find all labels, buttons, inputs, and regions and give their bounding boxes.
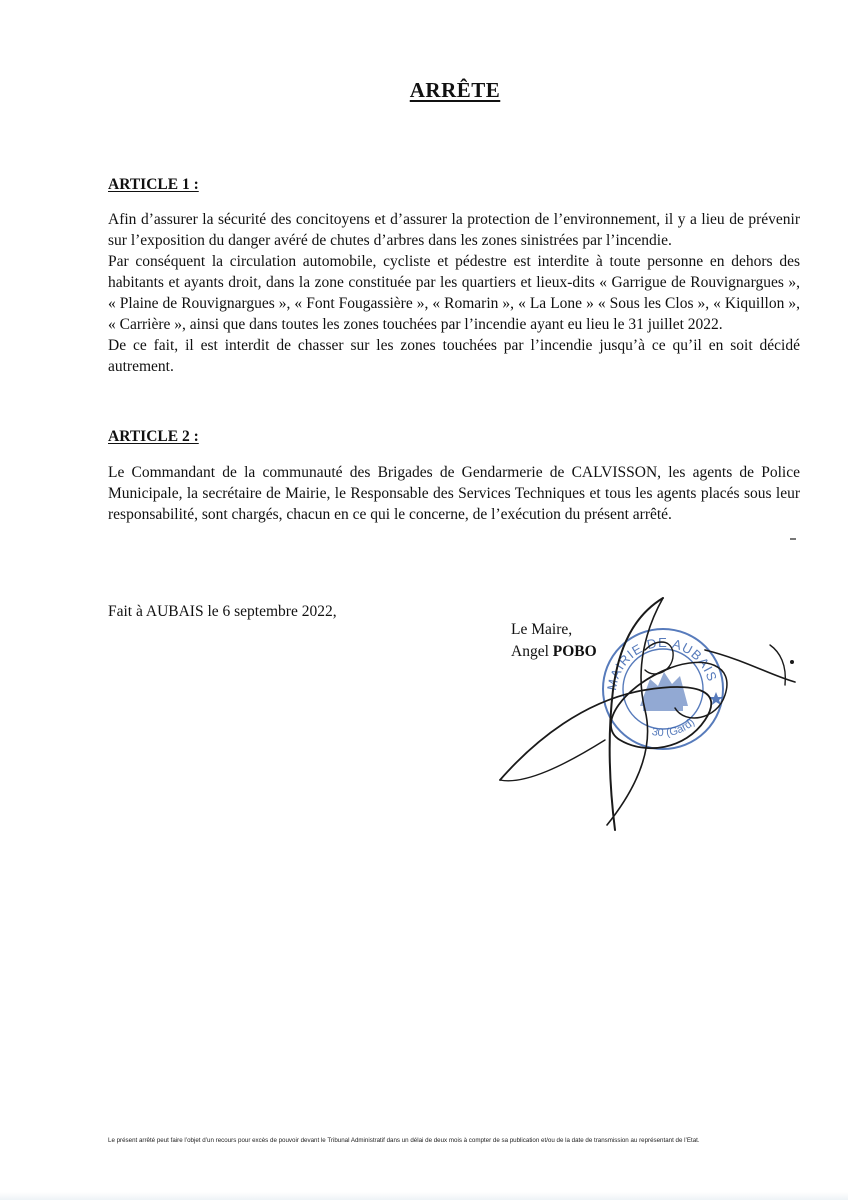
place-date: Fait à AUBAIS le 6 septembre 2022, [108,603,337,620]
article-2-heading: ARTICLE 2 : [108,428,199,445]
stray-mark [790,538,796,540]
handwritten-signature [495,590,805,840]
article-2-paragraph: Le Commandant de la communauté des Brigades de Gendarmerie de CALVISSON, les agents de Police Municipale, la secrétaire de Mairie, le Responsable des Services Techniques et tous les agents placés sous leur responsabilité, sont chargés, chacun en ce qui le concerne, de l’exécution du présent arrêté. [108,464,800,523]
legal-footer: Le présent arrêté peut faire l’objet d’un recours pour excès de pouvoir devant le Tribunal Administratif dans un délai de deux mois à compter de sa publication et/ou de la date de transmission au représentant de l’Etat. [108,1137,700,1144]
document-title: ARRÊTE [409,78,501,102]
page-edge [0,1192,848,1200]
svg-text:30 (Gard): 30 (Gard) [650,716,698,740]
svg-text:MAIRIE DE AUBAIS: MAIRIE DE AUBAIS [603,634,721,692]
article-1-paragraph: Par conséquent la circulation automobile, cycliste et pédestre est interdite à toute personne en dehors des habitants et ayants droit, dans la zone constituée par les quartiers et lieux-dits « Garrigue de Rouvignargues », « Plaine de Rouvignargues », « Font Fougassière », « Romarin », « La Lone » « Sous les Clos », « Kiquillon », « Carrière », ainsi que dans toutes les zones touchées par l’incendie ayant eu lieu le 31 juillet 2022. [108,253,800,333]
article-1-paragraph: Afin d’assurer la sécurité des concitoyens et d’assurer la protection de l’environnement, il y a lieu de prévenir sur l’exposition du danger avéré de chutes d’arbres dans les zones sinistrées par l’incendie. [108,211,800,249]
article-1-heading: ARTICLE 1 : [108,176,199,193]
signer-first-name: Angel [511,643,549,660]
signer-last-name: POBO [552,643,597,660]
article-1-body [108,209,800,377]
signer-role: Le Maire, [511,621,573,638]
article-1-paragraph: De ce fait, il est interdit de chasser sur les zones touchées par l’incendie jusqu’à ce qu’il en soit décidé autrement. [108,337,800,375]
article-2-body [108,462,800,525]
